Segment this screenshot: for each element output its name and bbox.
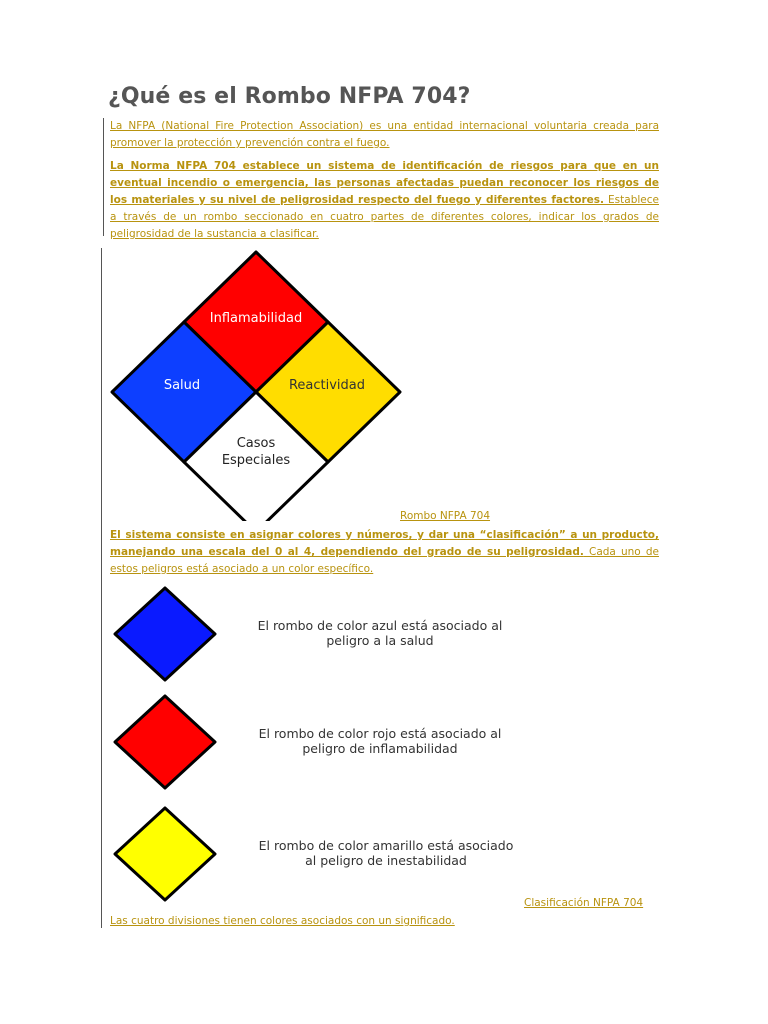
yellow-diamond [115, 808, 215, 900]
system-bold-text: El sistema consiste en asignar colores y números, y dar una “clasificación” a un producto, manejando una escala del 0 al 4, dependiendo del grado de su peligrosidad. [110, 529, 659, 558]
norm-link[interactable] [110, 160, 659, 240]
yellow-line1: El rombo de color amarillo está asociado [258, 838, 514, 853]
page-title: ¿Qué es el Rombo NFPA 704? [108, 84, 471, 109]
divisions-paragraph [110, 913, 659, 930]
yellow-line2: al peligro de inestabilidad [305, 853, 467, 868]
left-rule [103, 118, 104, 236]
red-line2: peligro de inflamabilidad [302, 741, 458, 756]
nfpa-diamond-diagram [108, 246, 408, 521]
label-inflamabilidad: Inflamabilidad [209, 311, 303, 326]
caption-clasificacion[interactable]: Clasificación NFPA 704 [524, 897, 644, 909]
norm-paragraph [110, 158, 659, 243]
caption-rombo-nfpa[interactable]: Rombo NFPA 704 [400, 510, 491, 522]
label-especiales: Especiales [221, 453, 291, 468]
system-text: Cada uno de estos peligros está asociado a un color específico. [110, 546, 659, 575]
label-casos: Casos [236, 436, 276, 451]
left-rule [101, 248, 102, 928]
blue-diamond [115, 588, 215, 680]
norm-text: Establece a través de un rombo seccionado en cuatro partes de diferentes colores, indicar los grados de peligrosidad de la sustancia a clasificar. [110, 194, 659, 240]
classification-figure [108, 584, 528, 904]
intro-paragraph [110, 118, 659, 152]
label-reactividad: Reactividad [288, 378, 366, 393]
system-link[interactable] [110, 529, 659, 575]
label-salud: Salud [163, 378, 201, 393]
divisions-link[interactable]: Las cuatro divisiones tienen colores asociados con un significado. [110, 915, 455, 927]
norm-bold-text: La Norma NFPA 704 establece un sistema de identificación de riesgos para que en un eventual incendio o emergencia, las personas afectadas puedan reconocer los riesgos de los materiales y su nivel de peligrosidad respecto del fuego y diferentes factores. [110, 160, 659, 206]
blue-line2: peligro a la salud [326, 633, 434, 648]
blue-line1: El rombo de color azul está asociado al [257, 618, 503, 633]
intro-link[interactable]: La NFPA (National Fire Protection Association) es una entidad internacional voluntaria creada para promover la protección y prevención contra el fuego. [110, 120, 659, 149]
system-paragraph [110, 527, 659, 578]
red-diamond [115, 696, 215, 788]
red-line1: El rombo de color rojo está asociado al [258, 726, 502, 741]
